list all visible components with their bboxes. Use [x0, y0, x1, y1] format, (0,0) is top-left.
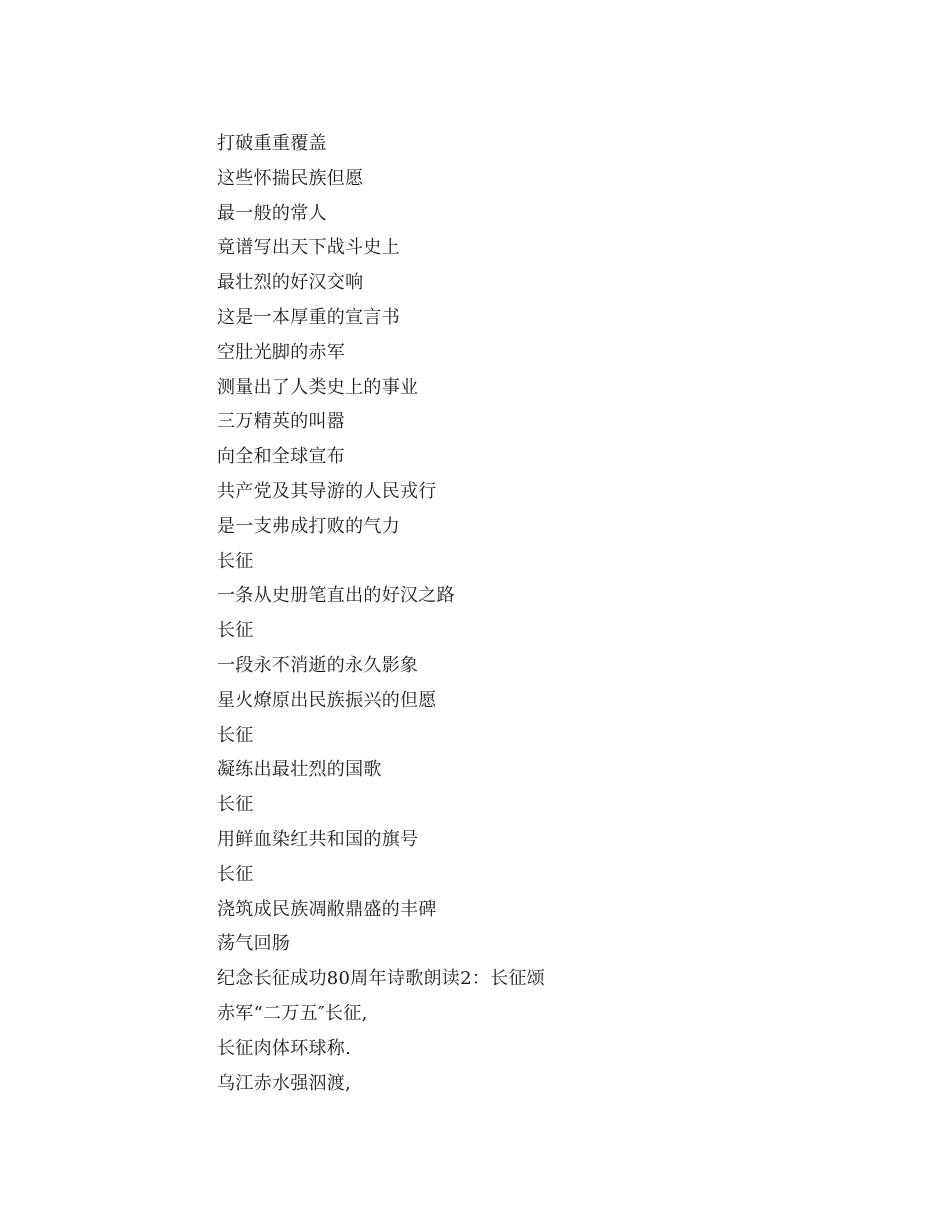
text-line: 是一支弗成打败的气力	[217, 515, 400, 537]
text-line: 乌江赤水强泅渡,	[217, 1072, 352, 1094]
text-line: 一条从史册笔直出的好汉之路	[217, 585, 455, 607]
section-title: 纪念长征成功80周年诗歌朗读2：长征颂	[217, 968, 546, 990]
text-line: 长征	[217, 794, 254, 816]
text-line: 向全和全球宣布	[217, 446, 346, 468]
text-line: 一段永不消逝的永久影象	[217, 654, 419, 676]
text-line: 竟谱写出天下战斗史上	[217, 237, 400, 259]
text-line: 最一般的常人	[217, 202, 327, 224]
poem-text	[217, 131, 545, 1105]
text-line: 星火燎原出民族振兴的但愿	[217, 689, 437, 711]
text-line: 赤军“二万五″长征,	[217, 1002, 368, 1024]
text-line: 三万精英的叫嚣	[217, 411, 346, 433]
text-line: 长征	[217, 550, 254, 572]
text-line: 共产党及其导游的人民戎行	[217, 480, 437, 502]
text-line: 空肚光脚的赤军	[217, 341, 346, 363]
text-line: 打破重重覆盖	[217, 133, 327, 154]
text-line: 测量出了人类史上的事业	[217, 376, 419, 398]
text-line: 长征肉体环球称.	[217, 1037, 352, 1059]
text-line: 荡气回肠	[217, 933, 291, 955]
text-line: 长征	[217, 724, 254, 746]
text-line: 长征	[217, 620, 254, 642]
text-line: 这是一本厚重的宣言书	[217, 306, 400, 328]
text-line: 凝练出最壮烈的国歌	[217, 759, 382, 781]
text-line: 最壮烈的好汉交响	[217, 272, 364, 294]
text-line: 这些怀揣民族但愿	[217, 167, 364, 189]
text-line: 浇筑成民族凋敝鼎盛的丰碑	[217, 898, 437, 920]
text-line: 用鲜血染红共和国的旗号	[217, 828, 419, 850]
text-line: 长征	[217, 863, 254, 885]
